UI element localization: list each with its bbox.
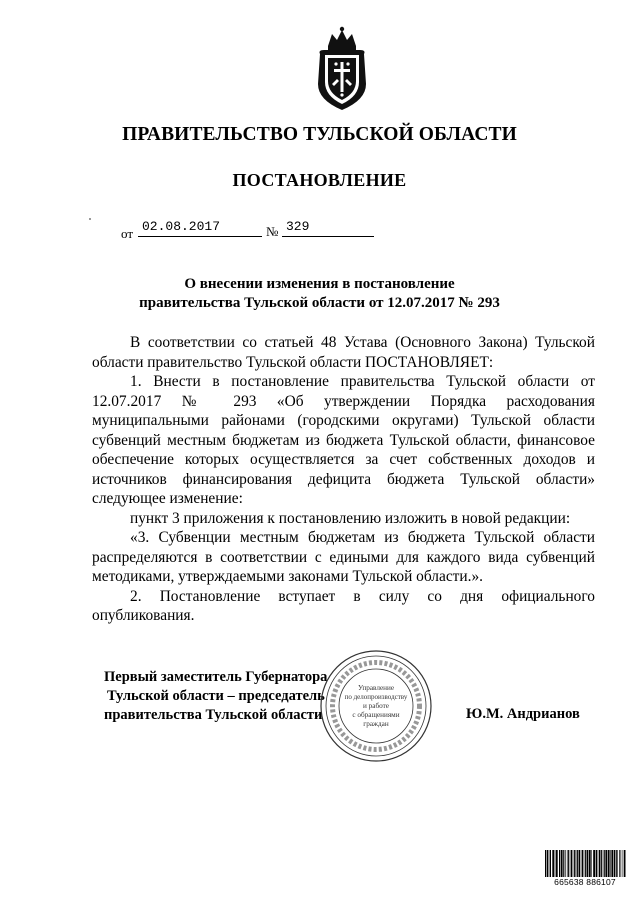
barcode — [544, 850, 626, 894]
barcode-bar — [549, 850, 550, 877]
barcode-bar — [589, 850, 591, 877]
barcode-bar — [568, 850, 569, 877]
barcode-bar — [552, 850, 554, 877]
barcode-bar — [622, 850, 623, 877]
official-stamp — [318, 648, 434, 764]
barcode-bar — [567, 850, 568, 877]
subject-line-2: правительства Тульской области от 12.07.2017 № 293 — [139, 295, 500, 311]
signatory-title-line: Тульской области – председатель — [107, 688, 325, 704]
stamp-text: по делопроизводству — [344, 693, 408, 701]
signatory-name: Ю.М. Андрианов — [466, 706, 580, 722]
stamp-text: граждан — [363, 720, 389, 728]
signatory-title — [104, 668, 327, 725]
barcode-bar — [619, 850, 620, 877]
document-body — [92, 333, 595, 626]
barcode-bar — [611, 850, 613, 877]
stamp-text: с обращениями — [352, 711, 400, 719]
barcode-number: 665638 886107 — [544, 877, 626, 887]
barcode-bar — [610, 850, 611, 877]
scan-artifact — [89, 218, 91, 220]
barcode-bar — [563, 850, 564, 877]
signatory-title-line: правительства Тульской области — [104, 707, 323, 723]
date-label: от — [121, 226, 134, 241]
document-date: 02.08.2017 — [138, 219, 262, 237]
body-paragraph: В соответствии со статьей 48 Устава (Основного Закона) Тульской области правительство Тульской области ПОСТАНОВЛЯЕТ: — [92, 334, 595, 371]
barcode-bar — [617, 850, 618, 877]
barcode-bar — [571, 850, 573, 877]
stamp-text: и работе — [363, 702, 389, 710]
barcode-bar — [556, 850, 558, 877]
barcode-bar — [591, 850, 592, 877]
body-paragraph: 2. Постановление вступает в силу со дня официального опубликования. — [92, 587, 595, 624]
barcode-bar — [593, 850, 595, 877]
body-paragraph: пункт 3 приложения к постановлению изложить в новой редакции: — [130, 509, 571, 527]
barcode-bar — [582, 850, 584, 877]
body-paragraph: 1. Внести в постановление правительства Тульской области от 12.07.2017 № 293 «Об утверждении Порядка расходования муниципальными районами (городскими округами) Тульской области субвенций местным бюджетам из бюджета Тульской области, финансовое обеспечение которых осуществляется за счет собственных доходов и источников финансирования дефицита бюджета Тульской области» следующее изменение: — [92, 373, 595, 507]
barcode-bar — [601, 850, 602, 877]
barcode-bar — [585, 850, 586, 877]
barcode-bar — [587, 850, 589, 877]
barcode-bar — [604, 850, 605, 877]
barcode-bar — [579, 850, 581, 877]
barcode-bar — [565, 850, 566, 877]
document-number: 329 — [282, 219, 374, 237]
barcode-bar — [599, 850, 601, 877]
barcode-bar — [555, 850, 556, 877]
barcode-bar — [624, 850, 626, 877]
number-label: № — [266, 224, 279, 239]
barcode-bar — [616, 850, 617, 877]
barcode-bar — [576, 850, 577, 877]
barcode-bar — [577, 850, 578, 877]
barcode-bar — [550, 850, 551, 877]
barcode-bar — [608, 850, 610, 877]
stamp-text: Управление — [357, 684, 395, 692]
signatory-title-line: Первый заместитель Губернатора — [104, 669, 328, 685]
barcode-bar — [547, 850, 548, 877]
barcode-bar — [614, 850, 615, 877]
barcode-bar — [605, 850, 607, 877]
coat-of-arms-icon — [310, 24, 374, 112]
document-type: ПОСТАНОВЛЕНИЕ — [232, 170, 407, 190]
barcode-bar — [545, 850, 546, 877]
barcode-bar — [561, 850, 563, 877]
government-title: ПРАВИТЕЛЬСТВО ТУЛЬСКОЙ ОБЛАСТИ — [122, 124, 517, 145]
subject-line-1: О внесении изменения в постановление — [184, 276, 455, 292]
barcode-bar — [574, 850, 575, 877]
barcode-bar — [559, 850, 560, 877]
body-paragraph: «3. Субвенции местным бюджетам из бюджета Тульской области распределяются в соответствии с едиными для каждого вида субвенций методиками, утверждаемыми законами Тульской области.». — [92, 529, 595, 585]
barcode-bar — [596, 850, 598, 877]
